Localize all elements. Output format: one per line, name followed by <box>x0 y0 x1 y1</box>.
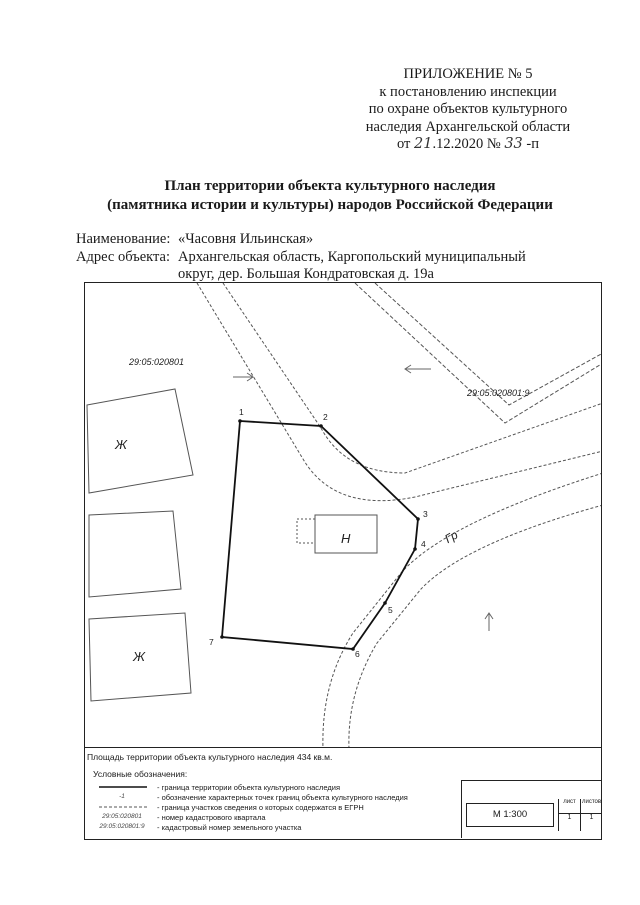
title-line-1: План территории объекта культурного наследия <box>164 178 496 194</box>
appendix-line-2: к постановлению инспекции <box>379 83 557 100</box>
date-prefix: от <box>397 136 411 152</box>
boundary-line-symbol <box>89 783 155 791</box>
date-rest: .12.2020 № <box>432 136 501 152</box>
sheets-label: листов <box>581 799 602 805</box>
point-symbol: -1 <box>119 793 125 800</box>
address-line-2: округ, дер. Большая Кондратовская д. 19а <box>178 266 434 282</box>
title-block <box>461 780 601 838</box>
decree-suffix: -п <box>526 136 539 152</box>
parcel-label: 29:05:020801:9 <box>467 388 530 398</box>
point-7-label: 7 <box>209 637 214 647</box>
quarter-label: 29:05:020801 <box>129 357 185 367</box>
sheet-cell <box>558 799 580 831</box>
appendix-line-4: наследия Архангельской области <box>365 118 571 135</box>
building-n-label: Н <box>341 531 351 546</box>
parcel-symbol: 29:05:020801:9 <box>99 823 145 830</box>
point-1-label: 1 <box>239 407 244 417</box>
building-zh-1-label: Ж <box>115 437 127 452</box>
address-line-1: Архангельская область, Каргопольский муниципальный <box>178 248 526 265</box>
point-5-label: 5 <box>388 605 393 615</box>
site-plan <box>84 282 602 748</box>
point-6-label: 6 <box>355 649 360 659</box>
title-line-2: (памятника истории и культуры) народов Российской Федерации <box>107 197 553 213</box>
sheets-value: 1 <box>581 813 602 821</box>
object-info <box>76 231 526 284</box>
road-label: Гр <box>442 527 461 547</box>
appendix-line-3: по охране объектов культурного <box>368 101 568 117</box>
address-label: Адрес объекта: <box>76 248 170 265</box>
point-3-label: 3 <box>423 509 428 519</box>
name-label: Наименование: <box>76 231 171 247</box>
document-title <box>60 177 600 215</box>
appendix-date-line <box>348 136 588 154</box>
point-4-label: 4 <box>421 539 426 549</box>
quarter-symbol: 29:05:020801 <box>102 813 142 820</box>
scale-value: М 1:300 <box>466 803 554 827</box>
name-value: «Часовня Ильинская» <box>178 231 314 247</box>
sheets-cell <box>580 799 602 831</box>
legend-box: Площадь территории объекта культурного наследия 434 кв.м. Условные обозначения: - граница территории объекта культурного наследия -1 - обозначение характерных точек границ объекта культурного наследия - граница участков сведения о которых содержатся в ЕГРН 29:05:020801 - номер кадастрового квартала 29:05:020801:9 - кадастровый номер земельного участка М 1:300 лист 1 листов 1 <box>84 747 602 840</box>
date-day: 21 <box>414 136 433 152</box>
territory-area: Площадь территории объекта культурного наследия 434 кв.м. <box>87 752 333 762</box>
decree-number: 33 <box>504 136 523 152</box>
sheet-value: 1 <box>559 813 580 821</box>
site-plan-drawing <box>85 283 602 748</box>
sheet-label: лист <box>563 799 576 805</box>
boundary-points <box>220 419 420 651</box>
legend-title: Условные обозначения: <box>93 769 188 779</box>
appendix-title: ПРИЛОЖЕНИЕ № 5 <box>403 66 533 82</box>
appendix-header <box>348 66 588 154</box>
point-2-label: 2 <box>323 412 328 422</box>
building-zh-2-label: Ж <box>133 649 145 664</box>
egrn-line-symbol <box>89 803 155 811</box>
